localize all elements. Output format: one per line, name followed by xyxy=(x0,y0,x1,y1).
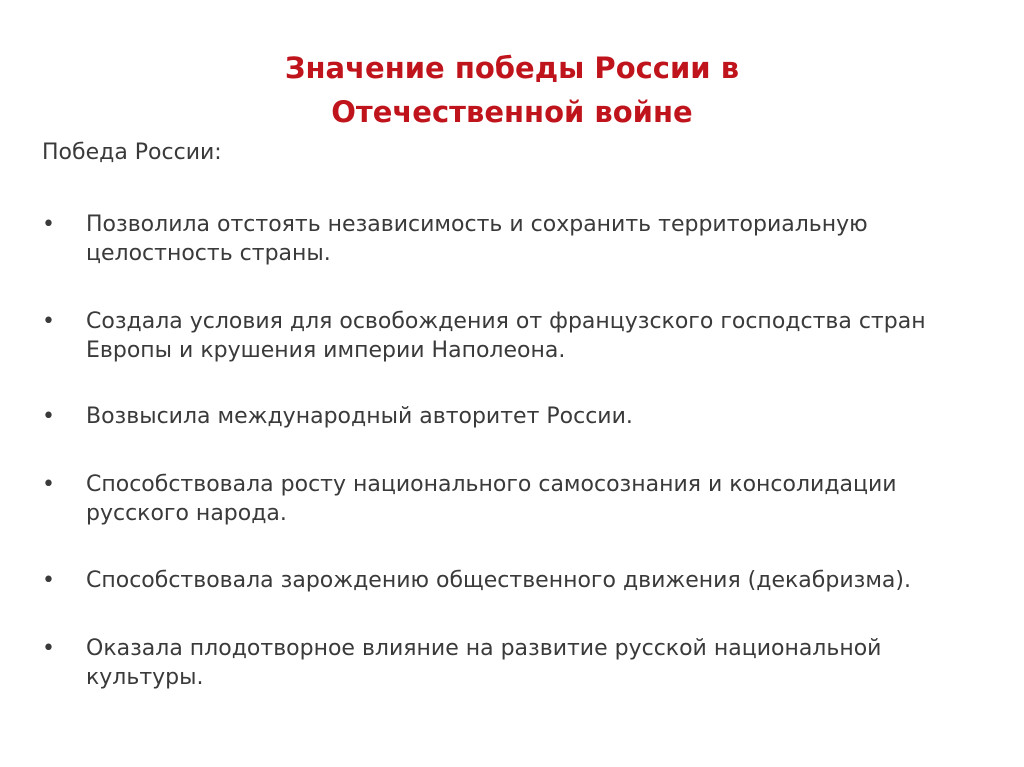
list-item-text: Создала условия для освобождения от французского господства стран Европы и крушения империи Наполеона. xyxy=(86,309,926,363)
list-item xyxy=(42,210,942,268)
list-item xyxy=(42,470,942,528)
bullet-icon: • xyxy=(42,636,55,661)
list-item-text: Способствовала зарождению общественного движения (декабризма). xyxy=(86,568,911,593)
slide-title-line-1: Значение победы России в xyxy=(284,51,740,85)
bullet-icon: • xyxy=(42,568,55,593)
slide-title-line-2: Отечественной войне xyxy=(331,95,693,129)
list-item xyxy=(42,634,942,692)
list-item-text: Способствовала росту национального самосознания и консолидации русского народа. xyxy=(86,472,897,526)
list-item-text: Позволила отстоять независимость и сохранить территориальную целостность страны. xyxy=(86,212,868,266)
intro-text: Победа России: xyxy=(42,140,222,165)
bullet-icon: • xyxy=(42,309,55,334)
slide-title xyxy=(160,46,864,134)
list-item xyxy=(42,566,942,595)
bullet-icon: • xyxy=(42,404,55,429)
list-item xyxy=(42,402,942,431)
list-item xyxy=(42,307,942,365)
list-item-text: Возвысила международный авторитет России. xyxy=(86,404,633,429)
bullet-icon: • xyxy=(42,472,55,497)
list-item-text: Оказала плодотворное влияние на развитие русской национальной культуры. xyxy=(86,636,882,690)
bullet-icon: • xyxy=(42,212,55,237)
